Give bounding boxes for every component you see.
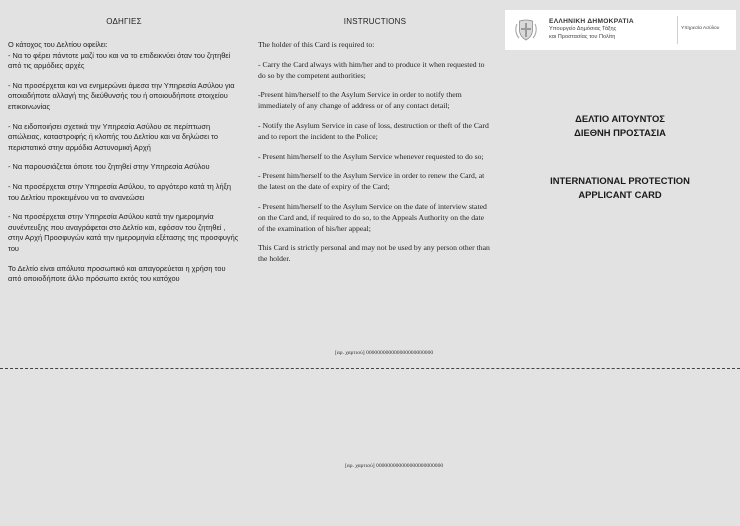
greek-instruction-item: - Να ειδοποιήσει σχετικά την Υπηρεσία Ασύλου σε περίπτωση απώλειας, καταστροφής ή κλοπής του Δελτίου και να δηλώσει το περιστατικό στην αρμόδια Αστυνομική Αρχή	[8, 121, 218, 152]
greek-instruction-item: - Να το φέρει πάντοτε μαζί του και να το επιδεικνύει όταν του ζητηθεί από τις αρμόδιες αρχές	[8, 50, 231, 71]
english-instructions-lead: The holder of this Card is required to:	[258, 40, 375, 49]
english-instruction-item: - Notify the Asylum Service in case of loss, destruction or theft of the Card and to report the incident to the Police;	[258, 120, 489, 141]
greek-instruction-item: - Να προσέρχεται στην Υπηρεσία Ασύλου κατά την ημερομηνία συνέντευξης που αναγράφεται στο Δελτίο και, εφόσον του ζητηθεί , στην Αρχή Προσφυγών κατά την ημερομηνία εξέτασης της προσφυγής του	[8, 212, 239, 253]
english-instruction-item: - Present him/herself to the Asylum Service on the date of interview stated on the Card and, if required to do so, to the Appeals Authority on the date of the examination of his/her appeal;	[258, 201, 487, 233]
ministry-name	[549, 18, 673, 41]
paper-serial-number-bottom: [αρ. χαρτιού] 000000000000000000000000	[345, 463, 444, 469]
greek-instructions-lead: Ο κάτοχος του Δελτίου οφείλει:	[8, 40, 108, 49]
english-instruction-note: This Card is strictly personal and may not be used by any person other than the holder.	[258, 243, 490, 264]
greek-instruction-note: Το Δελτίο είναι απόλυτα προσωπικό και απαγορεύεται η χρήση του από οποιοδήποτε άλλο πρόσωπο εκτός του κατόχου	[8, 263, 226, 284]
english-instruction-item: - Present him/herself to the Asylum Service in order to renew the Card, at the latest on the date of expiry of the Card;	[258, 171, 485, 192]
card-title-english-line-1: INTERNATIONAL PROTECTION	[550, 175, 690, 186]
english-instructions-title: INSTRUCTIONS	[343, 17, 407, 26]
ministry-line-2: και Προστασίας του Πολίτη	[549, 34, 616, 40]
card-title-greek-line-2: ΔΙΕΘΝΗ ΠΡΟΣΤΑΣΙΑ	[574, 126, 666, 138]
paper-serial-number: [αρ. χαρτιού] 000000000000000000000000	[335, 350, 434, 356]
english-instruction-item: -Present him/herself to the Asylum Service in order to notify them immediately of any change of address or of any contact detail;	[258, 90, 462, 111]
english-instruction-item: - Present him/herself to the Asylum Service whenever requested to do so;	[258, 151, 484, 161]
english-instructions	[258, 0, 492, 274]
card-title-greek-line-1: ΔΕΛΤΙΟ ΑΙΤΟΥΝΤΟΣ	[575, 113, 665, 124]
card-title-english-line-2: APPLICANT CARD	[578, 188, 662, 200]
ministry-header	[505, 10, 736, 50]
greek-instruction-item: - Να παρουσιάζεται όποτε του ζητηθεί στην Υπηρεσία Ασύλου	[8, 162, 210, 172]
english-instruction-item: - Carry the Card always with him/her and to produce it when requested to do so by the competent authorities;	[258, 59, 485, 80]
greek-instruction-item: - Να προσέρχεται στην Υπηρεσία Ασύλου, το αργότερο κατά τη λήξη του Δελτίου προκειμένου να το ανανεώσει	[8, 181, 232, 202]
header-divider	[677, 16, 678, 44]
greek-instructions-title: ΟΔΗΓΙΕΣ	[106, 17, 142, 26]
country-name: ΕΛΛΗΝΙΚΗ ΔΗΜΟΚΡΑΤΙΑ	[549, 18, 634, 25]
greek-coat-of-arms-icon	[513, 17, 539, 43]
greek-instruction-item: - Να προσέρχεται και να ενημερώνει άμεσα την Υπηρεσία Ασύλου για οποιαδήποτε αλλαγή της διεύθυνσής του ή οποιουδήποτε στοιχείου επικοινωνίας	[8, 80, 235, 111]
ministry-line-1: Υπουργείο Δημόσιας Τάξης	[549, 26, 617, 32]
greek-instructions	[8, 0, 240, 294]
card-title-greek	[504, 112, 736, 139]
perforation-line	[0, 368, 740, 369]
card-title-english	[504, 174, 736, 201]
service-name: Υπηρεσία Ασύλου	[681, 26, 720, 31]
